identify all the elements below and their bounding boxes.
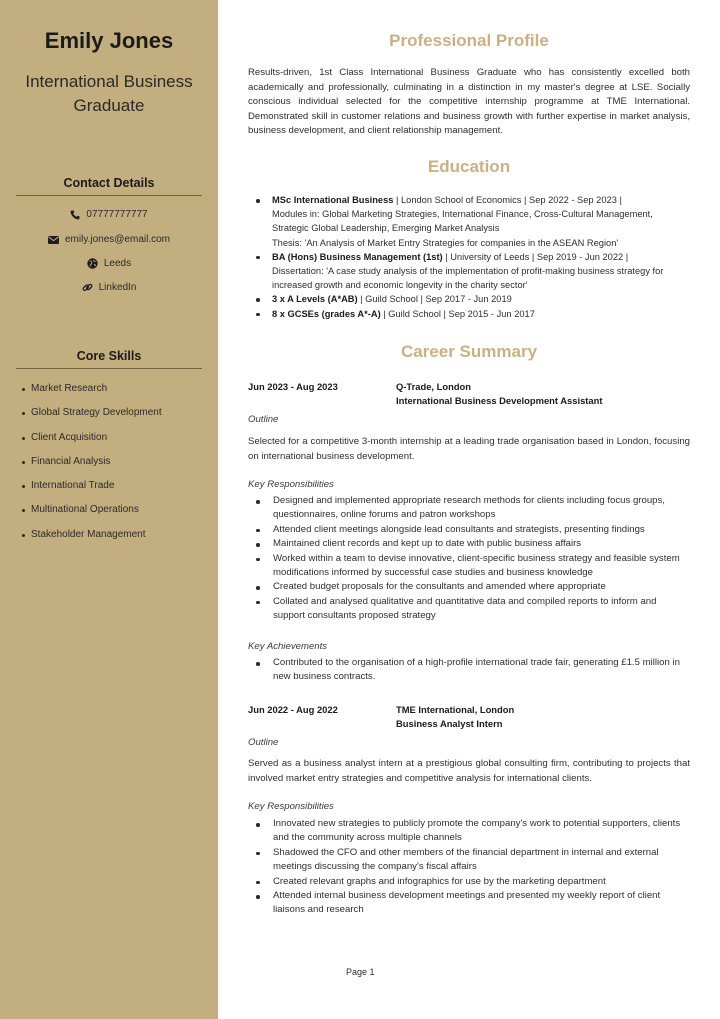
skill-item: Global Strategy Development <box>22 406 162 430</box>
sidebar <box>0 0 218 1019</box>
achievements-label: Key Achievements <box>248 641 328 652</box>
responsibilities-list <box>255 817 691 918</box>
role-line-1: International Business <box>25 72 193 91</box>
globe-icon <box>87 258 98 269</box>
role-line-2: Graduate <box>73 96 145 115</box>
job-dates: Jun 2023 - Aug 2023 <box>248 381 338 392</box>
outline-label: Outline <box>248 737 279 748</box>
education-item: 8 x GCSEs (grades A*-A) | Guild School | Sep 2015 - Jun 2017 <box>255 307 685 321</box>
list-item: Created budget proposals for the consultants and amended where appropriate <box>255 580 691 594</box>
job-position: Business Analyst Intern <box>396 718 503 729</box>
list-item: Attended client meetings alongside lead consultants and strategists, presenting findings <box>255 523 691 537</box>
education-item: BA (Hons) Business Management (1st) | University of Leeds | Sep 2019 - Jun 2022 | Dissertation: 'A case study analysis of the implementation of profit-making business strategy for increased growth and economic longevity in the charity sector' <box>255 250 685 293</box>
job-heading <box>396 703 514 731</box>
candidate-name: Emily Jones <box>44 28 174 53</box>
link-icon <box>82 282 93 293</box>
skills-list <box>22 382 162 552</box>
skills-heading: Core Skills <box>16 349 202 369</box>
contact-linkedin <box>0 282 218 293</box>
skill-item: Multinational Operations <box>22 503 162 527</box>
list-item: Innovated new strategies to publicly promote the company's work to potential supporters, clients and the community across multiple channels <box>255 817 691 846</box>
profile-text: Results-driven, 1st Class International Business Graduate who has consistently excelled both academically and professionally, culminating in a distinction in my master's degree at LSE. Socially conscious individual selected for the competitive internship programme at TME International. Demonstrated skill in customer relations and business growth with further expertise in market analysis, business development, and client relationship management. <box>248 67 690 136</box>
list-item: Shadowed the CFO and other members of the financial department in internal and external meetings discussing the company's fiscal affairs <box>255 846 691 875</box>
skill-item: International Trade <box>22 479 162 503</box>
responsibilities-list <box>255 494 691 624</box>
linkedin-link[interactable]: LinkedIn <box>98 282 137 293</box>
candidate-role <box>0 70 218 118</box>
responsibilities-label: Key Responsibilities <box>248 479 334 490</box>
phone-text[interactable]: 07777777777 <box>86 209 148 220</box>
skill-item: Financial Analysis <box>22 455 162 479</box>
education-item: MSc International Business | London School of Economics | Sep 2022 - Sep 2023 | Modules in: Global Marketing Strategies, International Finance, Cross-Cultural Management, Strategic Global Leadership, Emerging Market Analysis Thesis: 'An Analysis of Market Entry Strategies for companies in the ASEAN Region' <box>255 193 685 250</box>
skill-item: Stakeholder Management <box>22 528 162 552</box>
job-outline: Selected for a competitive 3-month internship at a leading trade organisation based in London, focusing on international business development. <box>248 436 690 462</box>
profile-title: Professional Profile <box>389 31 549 50</box>
education-item: 3 x A Levels (A*AB) | Guild School | Sep 2017 - Jun 2019 <box>255 292 685 306</box>
achievements-list <box>255 656 691 685</box>
job-outline: Served as a business analyst intern at a prestigious global consulting firm, contributing to projects that involved market entry strategies and competitive analysis for international clients. <box>248 758 690 784</box>
contact-phone <box>0 209 218 220</box>
career-title: Career Summary <box>400 342 538 361</box>
list-item: Contributed to the organisation of a high-profile international trade fair, generating £1.5 million in new business contracts. <box>255 656 691 685</box>
list-item: Maintained client records and kept up to date with public business affairs <box>255 537 691 551</box>
email-text[interactable]: emily.jones@email.com <box>65 234 170 245</box>
list-item: Attended internal business development meetings and presented my weekly report of client liaisons and research <box>255 889 691 918</box>
envelope-icon <box>48 236 59 244</box>
list-item: Designed and implemented appropriate research methods for clients including focus groups, questionnaires, online forums and patron workshops <box>255 494 691 523</box>
job-company: TME International, London <box>396 704 515 715</box>
list-item: Worked within a team to devise innovative, client-specific business strategy and feasible system modifications informed by successful case studies and business knowledge <box>255 552 691 581</box>
job-dates: Jun 2022 - Aug 2022 <box>248 704 338 715</box>
job-company: Q-Trade, London <box>396 381 471 392</box>
job-heading <box>396 380 602 408</box>
skill-item: Client Acquisition <box>22 431 162 455</box>
education-title: Education <box>427 157 511 176</box>
job-position: International Business Development Assistant <box>396 395 603 406</box>
skill-item: Market Research <box>22 382 162 406</box>
list-item: Created relevant graphs and infographics for use by the marketing department <box>255 875 691 889</box>
list-item: Collated and analysed qualitative and quantitative data and compiled reports to inform and support consultants proposed strategy <box>255 595 691 624</box>
education-list <box>255 193 685 321</box>
contact-heading: Contact Details <box>16 176 202 196</box>
responsibilities-label: Key Responsibilities <box>248 801 334 812</box>
contact-location <box>0 258 218 269</box>
location-text: Leeds <box>103 258 132 269</box>
outline-label: Outline <box>248 414 279 425</box>
contact-email <box>0 234 218 245</box>
page-number: Page 1 <box>346 967 375 977</box>
phone-icon <box>70 210 80 220</box>
